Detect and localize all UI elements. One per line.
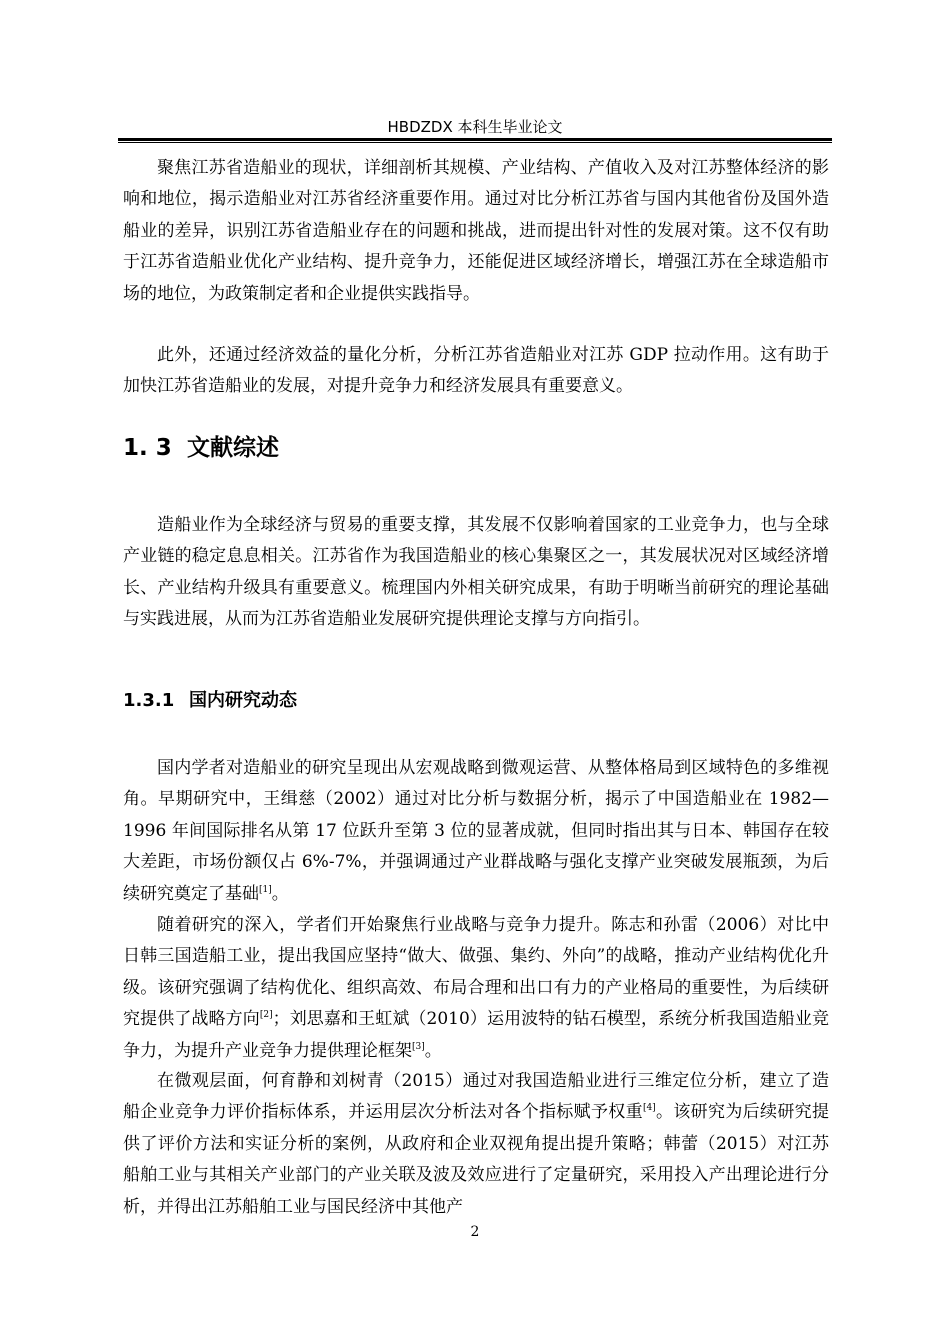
citation-ref: [3]: [412, 1041, 425, 1052]
citation-ref: [1]: [259, 884, 272, 895]
section-number: 1. 3: [123, 435, 172, 461]
domestic-research-paragraph-1: [123, 753, 829, 910]
section-heading-1-3: [123, 428, 279, 468]
intro-paragraph-1: 聚焦江苏省造船业的现状，详细剖析其规模、产业结构、产值收入及对江苏整体经济的影响和地位，揭示造船业对江苏省经济重要作用。通过对比分析江苏省与国内其他省份及国外造船业的差异，识别江苏省造船业存在的问题和挑战，进而提出针对性的发展对策。这不仅有助于江苏省造船业优化产业结构、提升竞争力，还能促进区域经济增长，增强江苏在全球造船市场的地位，为政策制定者和企业提供实践指导。: [123, 158, 829, 304]
paragraph-text: 。该研究为后续研究提供了评价方法和实证分析的案例，从政府和企业双视角提出提升策略；韩蕾（2015）对江苏船舶工业与其相关产业部门的产业关联及波及效应进行了定量研究，采用投入产出理论进行分析，并得出江苏船舶工业与国民经济中其他产: [123, 1102, 829, 1217]
page-number: 2: [470, 1224, 480, 1240]
citation-ref: [2]: [259, 1010, 273, 1021]
literature-review-paragraph: 造船业作为全球经济与贸易的重要支撑，其发展不仅影响着国家的工业竞争力，也与全球产业链的稳定息息相关。江苏省作为我国造船业的核心集聚区之一，其发展状况对区域经济增长、产业结构升级具有重要意义。梳理国内外相关研究成果，有助于明晰当前研究的理论基础与实践进展，从而为江苏省造船业发展研究提供理论支撑与方向指引。: [123, 515, 829, 630]
intro-paragraph-2: 此外，还通过经济效益的量化分析，分析江苏省造船业对江苏 GDP 拉动作用。这有助于加快江苏省造船业的发展，对提升竞争力和经济发展具有重要意义。: [123, 345, 829, 397]
paragraph-text: 随着研究的深入，学者们开始聚焦行业战略与竞争力提升。陈志和孙雷（2006）对比中日韩三国造船工业，提出我国应坚持“做大、做强、集约、外向”的战略，推动产业结构优化升级。该研究强调了结构优化、组织高效、布局合理和出口有力的产业格局的重要性，为后续研究提供了战略方向: [123, 915, 829, 1030]
running-header: HBDZDX 本科生毕业论文: [387, 118, 563, 136]
subsection-heading-1-3-1: [123, 686, 297, 716]
citation-ref: [4]: [642, 1103, 656, 1114]
paragraph-end: 。: [271, 883, 289, 904]
paragraph-text: ；刘思嘉和王虹斌（2010）运用波特的钻石模型，系统分析我国造船业竞争力，为提升产业竞争力提供理论框架: [123, 1009, 830, 1061]
section-title: 文献综述: [187, 435, 279, 461]
header-double-rule: [118, 138, 832, 143]
subsection-title: 国内研究动态: [189, 690, 297, 711]
domestic-research-paragraph-3: [123, 1066, 829, 1223]
paragraph-end: 。: [424, 1040, 442, 1061]
paragraph-text: 在微观层面，何育静和刘树青（2015）通过对我国造船业进行三维定位分析，建立了造船企业竞争力评价指标体系，并运用层次分析法对各个指标赋予权重: [123, 1071, 829, 1123]
paragraph-text: 国内学者对造船业的研究呈现出从宏观战略到微观运营、从整体格局到区域特色的多维视角。早期研究中，王缉慈（2002）通过对比分析与数据分析，揭示了中国造船业在 1982—1996 年间国际排名从第 17 位跃升至第 3 位的显著成就，但同时指出其与日本、韩国存在较大差距，市场份额仅占 6%-7%，并强调通过产业群战略与强化支撑产业突破发展瓶颈，为后续研究奠定了基础: [123, 758, 829, 904]
subsection-number: 1.3.1: [123, 690, 175, 711]
domestic-research-paragraph-2: [123, 910, 829, 1067]
